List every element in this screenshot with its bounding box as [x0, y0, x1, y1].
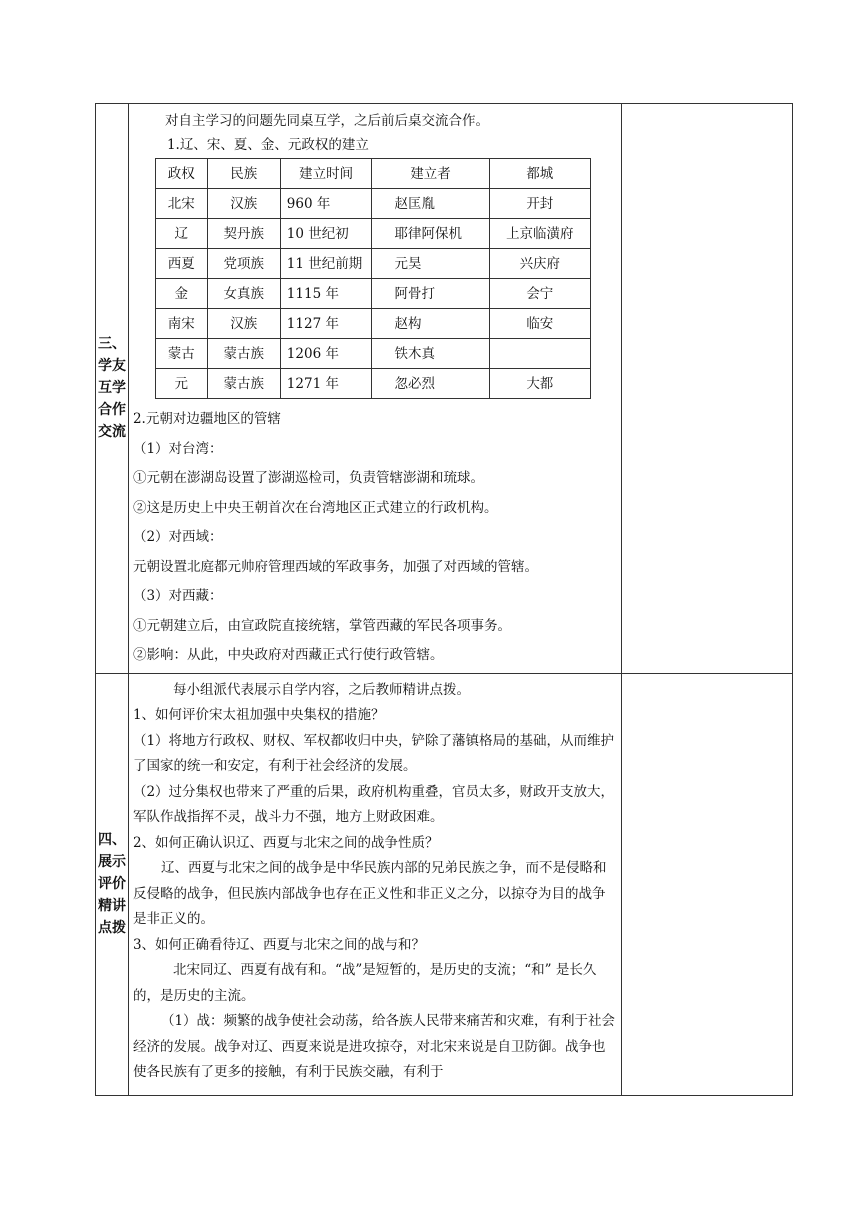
content-paragraph: 辽、西夏与北宋之间的战争是中华民族内部的兄弟民族之争，而不是侵略和反侵略的战争，但民族内部战争也存在正义性和非正义之分，以掠夺为目的战争是非正义的。: [132, 860, 607, 927]
table-cell: 元昊: [372, 249, 489, 279]
table-cell: 耶律阿保机: [372, 219, 489, 249]
table-cell: 元: [155, 369, 207, 399]
section-row-cooperation: [96, 104, 793, 674]
content-paragraph: （2）过分集权也带来了严重的后果，政府机构重叠，官员太多，财政开支放大，军队作战指挥不灵，战斗力不强，地方上财政困难。: [132, 783, 615, 825]
table-header-cell: 政权: [155, 159, 207, 189]
table-cell: 960 年: [280, 189, 372, 219]
table-cell: 兴庆府: [489, 249, 590, 279]
table-header-cell: 建立时间: [280, 159, 372, 189]
notes-cell: [621, 673, 792, 1095]
section-label-cell: [96, 673, 129, 1095]
table-cell: 赵匡胤: [372, 189, 489, 219]
table-cell: 党项族: [207, 249, 280, 279]
content-paragraph: （1）战：频繁的战争使社会动荡，给各族人民带来痛苦和灾难，有利于社会经济的发展。战争对辽、西夏来说是进攻掠夺，对北宋来说是自卫防御。战争也使各民族有了更多的接触，有利于民族交融，有利于: [132, 1013, 616, 1080]
table-cell: 蒙古族: [207, 369, 280, 399]
content-paragraph: 3、如何正确看待辽、西夏与北宋之间的战与和？: [132, 936, 426, 953]
section-content-cell: [128, 104, 621, 674]
content-line: ①元朝在澎湖岛设置了澎湖巡检司，负责管辖澎湖和琉球。: [132, 470, 484, 486]
table-cell: 汉族: [207, 189, 280, 219]
content-line: 元朝设置北庭都元帅府管理西域的军政事务，加强了对西域的管辖。: [132, 558, 538, 575]
intro-text: 对自主学习的问题先同桌互学，之后前后桌交流合作。: [164, 113, 489, 129]
table-cell: 忽必烈: [372, 369, 489, 399]
content-paragraph: 每小组派代表展示自学内容，之后教师精讲点拨。: [172, 681, 470, 698]
content-paragraph: 北宋同辽、西夏有战有和。“战”是短暂的，是历史的支流；“和” 是长久的，是历史的主流。: [132, 962, 597, 1004]
content-line: ②这是历史上中央王朝首次在台湾地区正式建立的行政机构。: [132, 499, 498, 516]
table-row: [155, 309, 590, 339]
table-cell: 南宋: [155, 309, 207, 339]
table-row: [155, 279, 590, 309]
content-line: ②影响：从此，中央政府对西藏正式行使行政管辖。: [132, 647, 444, 663]
table-cell: 西夏: [155, 249, 207, 279]
lesson-plan-table: [95, 103, 793, 1096]
table-cell: 汉族: [207, 309, 280, 339]
table-cell: 契丹族: [207, 219, 280, 249]
section-label-cell: [96, 104, 129, 674]
table-cell: 1206 年: [280, 339, 372, 369]
table-cell: 上京临潢府: [489, 219, 590, 249]
table-cell: 1127 年: [280, 309, 372, 339]
table-row: [155, 189, 590, 219]
section-content-cell: [128, 673, 621, 1095]
table-header-cell: 建立者: [372, 159, 489, 189]
section-row-presentation: [96, 673, 793, 1095]
content-line: （2）对西域：: [132, 529, 223, 545]
table-cell: 金: [155, 279, 207, 309]
content-paragraph: 2、如何正确认识辽、西夏与北宋之间的战争性质？: [132, 834, 439, 851]
section-label: 三、学友互学合作交流: [97, 336, 126, 441]
content-paragraph: （1）将地方行政权、财权、军权都收归中央，铲除了藩镇格局的基础，从而维护了国家的统一和安定，有利于社会经济的发展。: [132, 732, 615, 774]
subheading: 2.元朝对边疆地区的管辖: [132, 411, 281, 427]
table-row: [155, 219, 590, 249]
content-paragraph: 1、如何评价宋太祖加强中央集权的措施？: [132, 707, 385, 723]
content-line: ①元朝建立后，由宣政院直接统辖，掌管西藏的军民各项事务。: [132, 617, 511, 634]
table-header-row: [155, 159, 590, 189]
table-cell: [489, 339, 590, 369]
table-cell: 赵构: [372, 309, 489, 339]
table-row: [155, 339, 590, 369]
table-cell: 大都: [489, 369, 590, 399]
table-row: [155, 249, 590, 279]
table-cell: 10 世纪初: [280, 219, 372, 249]
table-cell: 女真族: [207, 279, 280, 309]
table-cell: 辽: [155, 219, 207, 249]
table-cell: 1115 年: [280, 279, 372, 309]
table-row: [155, 369, 590, 399]
table-cell: 11 世纪前期: [280, 249, 372, 279]
table-cell: 北宋: [155, 189, 207, 219]
table-cell: 1271 年: [280, 369, 372, 399]
content-line: （3）对西藏：: [132, 588, 223, 604]
table-cell: 临安: [489, 309, 590, 339]
table-header-cell: 民族: [207, 159, 280, 189]
table-cell: 开封: [489, 189, 590, 219]
table-header-cell: 都城: [489, 159, 590, 189]
table-title: 1.辽、宋、夏、金、元政权的建立: [166, 137, 369, 153]
regimes-table: [155, 158, 591, 399]
table-cell: 会宁: [489, 279, 590, 309]
content-line: （1）对台湾：: [132, 440, 223, 457]
table-cell: 铁木真: [372, 339, 489, 369]
section-label: 四、展示评价精讲点拨: [97, 832, 126, 936]
table-cell: 蒙古族: [207, 339, 280, 369]
notes-cell: [621, 104, 792, 674]
table-cell: 阿骨打: [372, 279, 489, 309]
table-cell: 蒙古: [155, 339, 207, 369]
